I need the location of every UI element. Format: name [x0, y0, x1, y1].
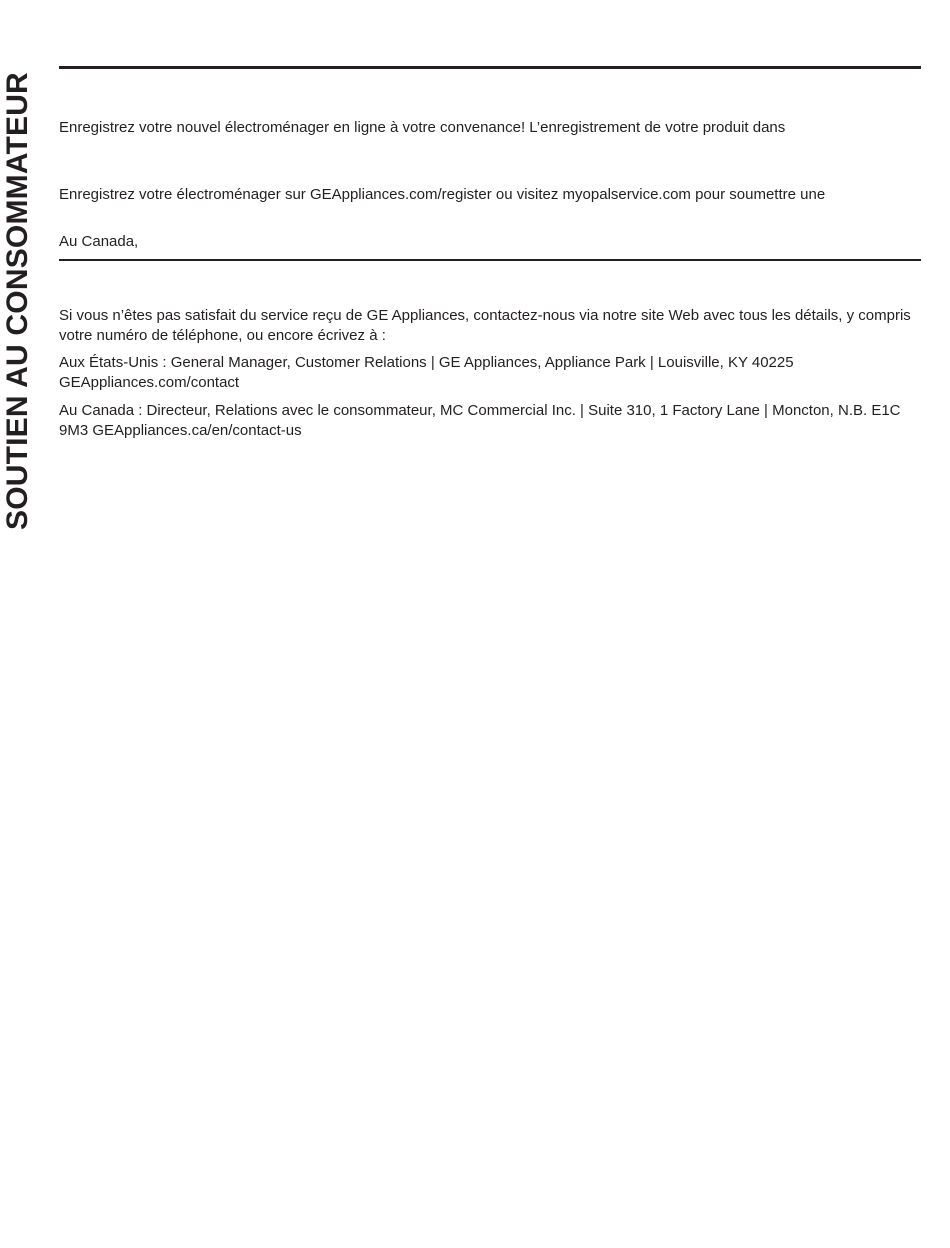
section-side-title: SOUTIEN AU CONSOMMATEUR	[1, 72, 34, 530]
registration-paragraph-2: Enregistrez votre électroménager sur GEAppliances.com/register ou visitez myopalservice.com pour soumettre une	[59, 186, 826, 203]
contact-us-address: Aux États-Unis : General Manager, Customer Relations | GE Appliances, Appliance Park | Louisville, KY 40225 GEAppliances.com/contact	[59, 354, 794, 391]
middle-divider	[59, 259, 921, 261]
contact-canada-address: Au Canada : Directeur, Relations avec le consommateur, MC Commercial Inc. | Suite 310, 1 Factory Lane | Moncton, N.B. E1C 9M3 GEAppliances.ca/en/contact-us	[59, 402, 901, 439]
registration-paragraph-1: Enregistrez votre nouvel électroménager en ligne à votre convenance! L’enregistrement de votre produit dans	[59, 119, 786, 136]
registration-paragraph-canada: Au Canada,	[59, 233, 139, 250]
contact-intro: Si vous n’êtes pas satisfait du service reçu de GE Appliances, contactez-nous via notre site Web avec tous les détails, y compris votre numéro de téléphone, ou encore écrivez à :	[59, 307, 911, 344]
top-divider	[59, 66, 921, 69]
